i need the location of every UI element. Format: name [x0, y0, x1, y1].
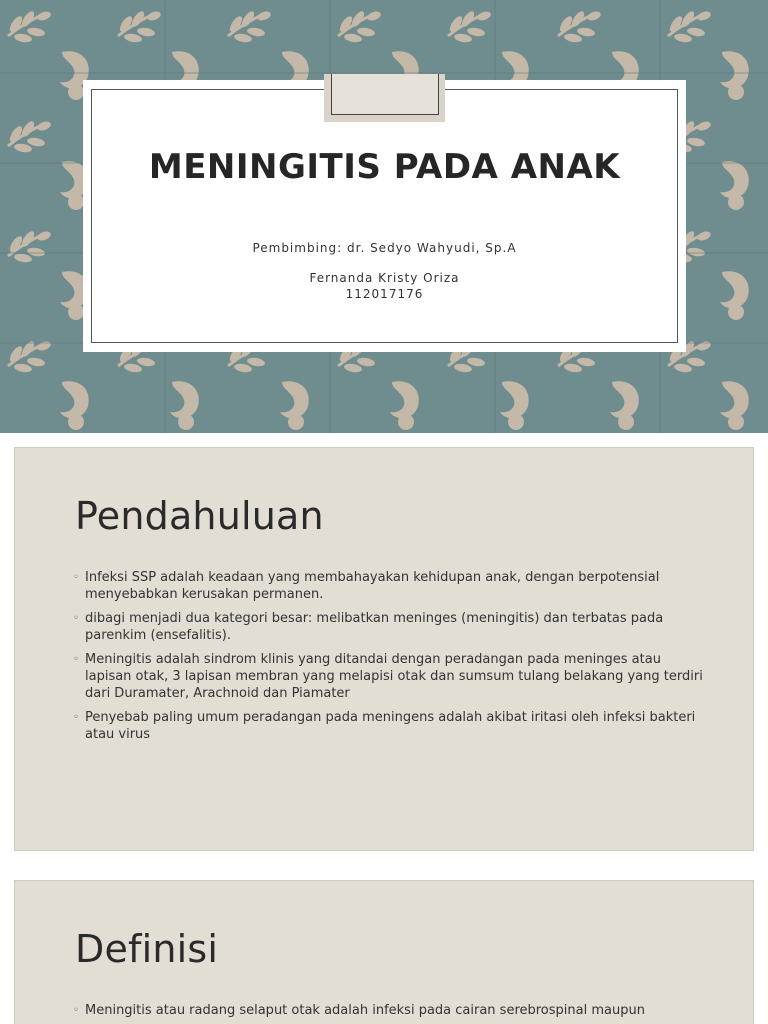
title-card-tab-inner [331, 74, 439, 115]
list-item-text: Penyebab paling umum peradangan pada meningens adalah akibat iritasi oleh infeksi bakteri atau virus [85, 710, 696, 742]
title-card-border [91, 89, 678, 343]
list-item-text: Meningitis adalah sindrom klinis yang ditandai dengan peradangan pada meninges atau lapisan otak, 3 lapisan membran yang melapisi otak dan sumsum tulang belakang yang terdiri dari Duramater, Arachnoid dan Piamater [85, 652, 703, 701]
list-item-text: Meningitis atau radang selaput otak adalah infeksi pada cairan serebrospinal maupun [85, 1003, 645, 1018]
author-name: Fernanda Kristy Oriza [309, 271, 460, 285]
list-item [73, 569, 703, 603]
list-item-text: dibagi menjadi dua kategori besar: melibatkan meninges (meningitis) dan terbatas pada parenkim (ensefalitis). [85, 611, 664, 643]
bullet-icon: ◦ [73, 572, 79, 583]
list-item [73, 610, 703, 644]
list-item-text: Infeksi SSP adalah keadaan yang membahayakan kehidupan anak, dengan berpotensial menyebabkan kerusakan permanen. [85, 570, 660, 602]
list-item [73, 1002, 703, 1019]
list-item [73, 709, 703, 743]
author-id: 112017176 [345, 287, 424, 301]
bullet-icon: ◦ [73, 654, 79, 665]
list-item [73, 651, 703, 702]
bullet-list [73, 569, 703, 750]
title-slide [0, 0, 768, 433]
advisor-line: Pembimbing: dr. Sedyo Wahyudi, Sp.A [252, 241, 517, 255]
bullet-icon: ◦ [73, 1005, 79, 1016]
bullet-icon: ◦ [73, 613, 79, 624]
slide-heading: Definisi [75, 927, 219, 971]
slide-definisi [14, 880, 754, 1024]
slide-pendahuluan [14, 447, 754, 851]
bullet-icon: ◦ [73, 712, 79, 723]
slide-title: MENINGITIS PADA ANAK [148, 147, 621, 187]
slide-heading: Pendahuluan [75, 494, 324, 538]
title-card [83, 80, 686, 352]
bullet-list [73, 1002, 703, 1024]
